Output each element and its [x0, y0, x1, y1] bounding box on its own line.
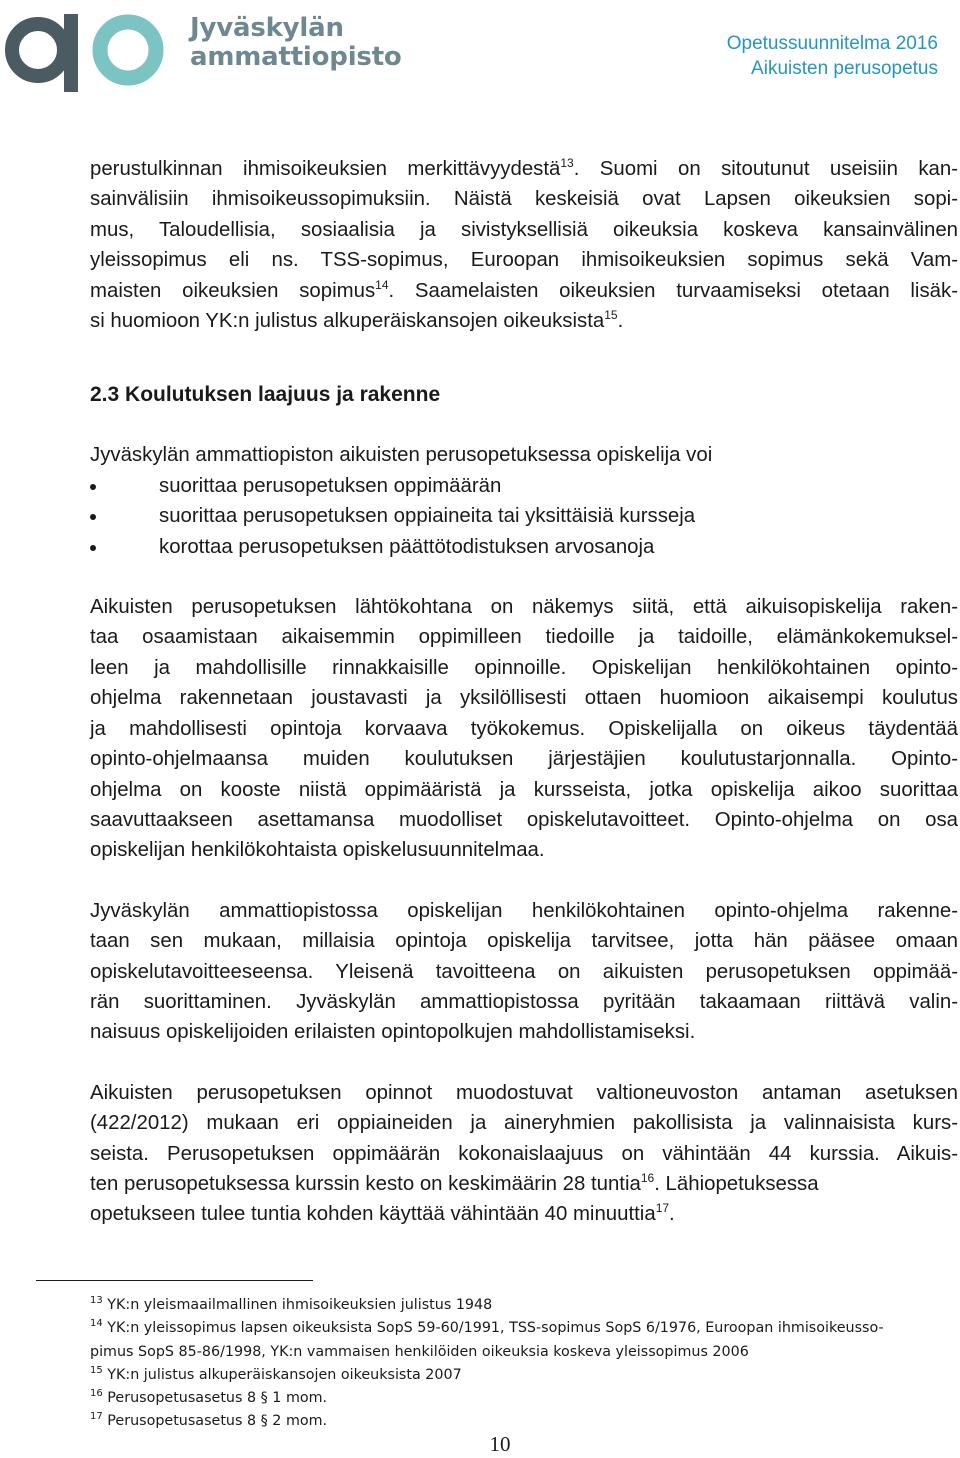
footnote-ref[interactable]: 14: [375, 277, 389, 292]
text-line: opiskelutavoitteeseensa. Yleisenä tavoitteena on aikuisten perusopetuksen oppimää-: [90, 960, 958, 983]
text-line: Jyväskylän ammattiopiston aikuisten perusopetuksessa opiskelija voi: [90, 444, 713, 467]
text-line: sainvälisiin ihmisoikeussopimuksiin. Näistä keskeisiä ovat Lapsen oikeuksien sopi-: [90, 188, 958, 211]
text-line: ten perusopetuksessa kurssin kesto on keskimäärin 28 tuntia$^{16}$. Lähiopetuksessa: [90, 1171, 819, 1195]
footnote-number: 13: [90, 1295, 103, 1307]
footnote: $^{16}$ Perusopetusasetus 8 § 1 mom.: [90, 1388, 328, 1407]
text-line: Jyväskylän ammattiopistossa opiskelijan henkilökohtainen opinto-ohjelma rakenne-: [90, 899, 958, 922]
text-line: rän suorittaminen. Jyväskylän ammattiopistossa pyritään takaamaan riittävä valin-: [90, 990, 958, 1013]
bullet-icon: [90, 545, 96, 551]
logo-name-line1: Jyväskylän: [190, 13, 344, 43]
page-content: [90, 154, 958, 1230]
footnote-number: 15: [90, 1365, 103, 1377]
footnote-ref[interactable]: 13: [560, 156, 574, 171]
document-title-block: [727, 31, 938, 81]
text-line: si huomioon YK:n julistus alkuperäiskansojen oikeuksista$^{15}$.: [90, 308, 624, 333]
organization-logo: [0, 0, 400, 100]
footnote-number: 16: [90, 1388, 103, 1400]
footnote-number: 17: [90, 1411, 103, 1423]
text-line: opetukseen tulee tuntia kohden käyttää vähintään 40 minuuttia$^{17}$.: [90, 1201, 675, 1226]
text-line: taa osaamistaan aikaisemmin oppimilleen tiedoille ja taidoille, elämänkokemuksel-: [90, 626, 958, 649]
bullet-icon: [90, 484, 96, 490]
section-lead: [90, 440, 958, 470]
intro-paragraph: [90, 154, 958, 336]
footnote-continuation: pimus SopS 85-86/1998, YK:n vammaisen henkilöiden oikeuksia koskeva yleissopimus 2006: [90, 1343, 749, 1360]
logo-wordmark: [190, 14, 402, 72]
footnote: $^{15}$ YK:n julistus alkuperäiskansojen oikeuksista 2007: [90, 1365, 462, 1383]
paragraph-approach: [90, 592, 958, 866]
text-line: Aikuisten perusopetuksen lähtökohtana on näkemys siitä, että aikuisopiskelija raken-: [90, 596, 958, 619]
text-line: maisten oikeuksien sopimus$^{14}$. Saamelaisten oikeuksien turvaamiseksi otetaan lisäk-: [90, 277, 958, 302]
plan-title: Opetussuunnitelma 2016: [726, 33, 938, 54]
text-line: seista. Perusopetuksen oppimäärän kokonaislaajuus on vähintään 44 kurssia. Aikuis-: [90, 1142, 958, 1165]
text-line: taan sen mukaan, millaisia opintoja opiskelija tarvitsee, jotta hän pääsee omaan: [90, 930, 958, 953]
footnote-ref[interactable]: 16: [640, 1171, 655, 1186]
section-heading: 2.3 Koulutuksen laajuus ja rakenne: [90, 383, 441, 407]
footnote-number: 14: [90, 1318, 103, 1330]
footnote-ref[interactable]: 15: [604, 308, 618, 323]
list-item: suorittaa perusopetuksen oppiaineita tai yksittäisiä kursseja: [90, 501, 958, 531]
bullet-icon: [90, 514, 96, 520]
logo-name-line2: ammattiopisto: [190, 42, 402, 72]
text-line: opinto-ohjelmaansa muiden koulutuksen järjestäjien koulutustarjonnalla. Opinto-: [90, 748, 958, 771]
text-line: leen ja mahdollisille rinnakkaisille opinnoille. Opiskelijan henkilökohtainen opinto-: [90, 656, 958, 679]
text-line: yleissopimus eli ns. TSS-sopimus, Euroopan ihmisoikeuksien sopimus sekä Vam-: [90, 249, 958, 272]
footnote: $^{13}$ YK:n yleismaailmallinen ihmisoikeuksien julistus 1948: [90, 1295, 493, 1313]
text-line: mus, Taloudellisia, sosiaalisia ja sivistyksellisiä oikeuksia koskeva kansainvälinen: [90, 218, 958, 241]
text-line: Aikuisten perusopetuksen opinnot muodostuvat valtioneuvoston antaman asetuksen: [90, 1081, 958, 1104]
option-list: [90, 471, 958, 562]
page-header: [0, 0, 960, 110]
list-item: suorittaa perusopetuksen oppimäärän: [90, 471, 958, 501]
footnote-ref[interactable]: 17: [655, 1201, 670, 1216]
footnote: $^{14}$ YK:n yleissopimus lapsen oikeuksista SopS 59-60/1991, TSS-sopimus SopS 6/1976, Euroopan ihmisoikeusso-: [90, 1318, 884, 1337]
paragraph-scope: [90, 1078, 958, 1230]
plan-subtitle: Aikuisten perusopetus: [751, 58, 938, 79]
text-line: perustulkinnan ihmisoikeuksien merkittävyydestä$^{13}$. Suomi on sitoutunut useisiin kan-: [90, 156, 958, 180]
text-line: (422/2012) mukaan eri oppiaineiden ja aineryhmien pakollisista ja valinnaisista kurs-: [90, 1112, 958, 1135]
text-line: opiskelijan henkilökohtaista opiskelusuunnitelmaa.: [90, 839, 545, 862]
footnote: $^{17}$ Perusopetusasetus 8 § 2 mom.: [90, 1411, 328, 1430]
footnotes: [90, 1294, 950, 1434]
paragraph-study-plan: [90, 896, 958, 1048]
list-item: korottaa perusopetuksen päättötodistuksen arvosanoja: [90, 532, 958, 562]
ao-logo-mark: [0, 0, 180, 100]
text-line: saavuttaakseen asettamansa muodolliset opiskelutavoitteet. Opinto-ohjelma on osa: [90, 808, 958, 831]
text-line: naisuus opiskelijoiden erilaisten opintopolkujen mahdollistamiseksi.: [90, 1021, 696, 1044]
page-number: 10: [489, 1432, 511, 1456]
text-line: ohjelma rakennetaan joustavasti ja yksilöllisesti ottaen huomioon aikaisempi koulutus: [90, 687, 958, 710]
text-line: ohjelma on kooste niistä oppimääristä ja kursseista, jotka opiskelija aikoo suorittaa: [90, 778, 958, 801]
text-line: ja mahdollisesti opintoja korvaava työkokemus. Opiskelijalla on oikeus täydentää: [90, 717, 958, 740]
footnote-separator: [36, 1280, 313, 1281]
